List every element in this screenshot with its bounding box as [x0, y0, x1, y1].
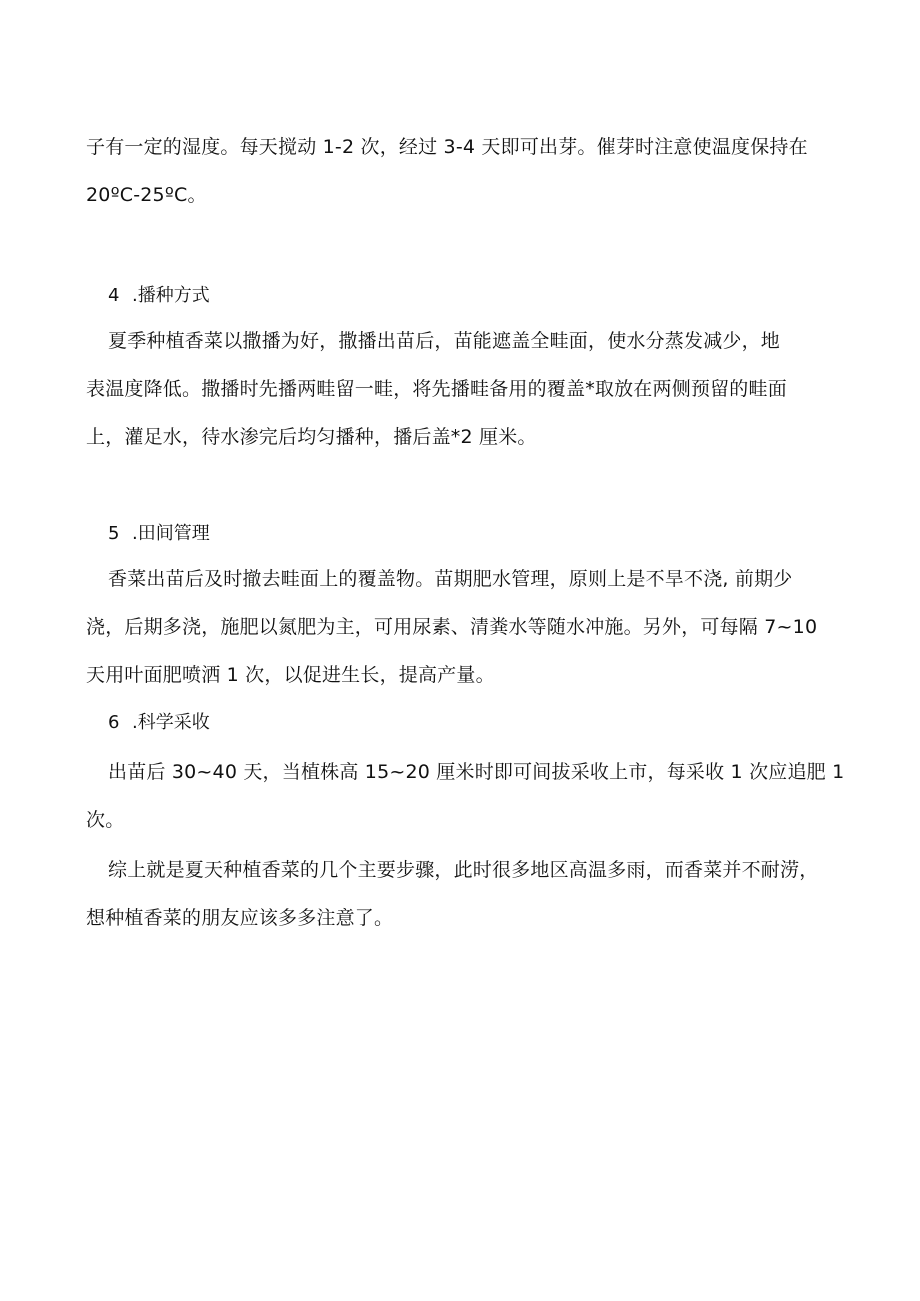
section-4-line-3: 上，灌足水，待水渗完后均匀播种，播后盖*2 厘米。 [86, 426, 537, 448]
section-5-number: 5 [108, 523, 120, 544]
section-4-line-1: 夏季种植香菜以撒播为好，撒播出苗后，苗能遮盖全畦面，使水分蒸发减少，地 [108, 330, 781, 352]
conclusion-paragraph [86, 846, 836, 942]
intro-line-1: 子有一定的湿度。每天搅动 1-2 次，经过 3-4 天即可出芽。催芽时注意使温度保持在 [86, 136, 808, 158]
section-6-title: .科学采收 [132, 712, 210, 733]
section-6-paragraph [86, 748, 845, 844]
section-6-number: 6 [108, 712, 120, 733]
section-4-paragraph [86, 317, 836, 461]
section-4-title: .播种方式 [132, 285, 210, 306]
section-5-line-2: 浇，后期多浇，施肥以氮肥为主，可用尿素、清粪水等随水冲施。另外，可每隔 7~10 [86, 616, 818, 638]
section-5-title: .田间管理 [132, 523, 210, 544]
section-5-heading [108, 522, 210, 546]
section-6-line-2: 次。 [86, 809, 125, 831]
section-4-number: 4 [108, 285, 120, 306]
section-4-line-2: 表温度降低。撒播时先播两畦留一畦，将先播畦备用的覆盖*取放在两侧预留的畦面 [86, 378, 787, 400]
conclusion-line-1: 综上就是夏天种植香菜的几个主要步骤，此时很多地区高温多雨，而香菜并不耐涝， [108, 859, 819, 881]
section-5-line-3: 天用叶面肥喷洒 1 次，以促进生长，提高产量。 [86, 664, 495, 686]
section-5-line-1: 香菜出苗后及时撤去畦面上的覆盖物。苗期肥水管理，原则上是不旱不浇, 前期少 [108, 568, 793, 590]
conclusion-line-2: 想种植香菜的朋友应该多多注意了。 [86, 907, 394, 929]
intro-paragraph [86, 123, 836, 219]
section-5-paragraph [86, 555, 836, 699]
section-6-heading [108, 711, 210, 735]
intro-line-2: 20ºC-25ºC。 [86, 184, 207, 206]
section-6-line-1: 出苗后 30~40 天，当植株高 15~20 厘米时即可间拔采收上市，每采收 1 次应追肥 1 [108, 761, 845, 783]
section-4-heading [108, 284, 210, 308]
